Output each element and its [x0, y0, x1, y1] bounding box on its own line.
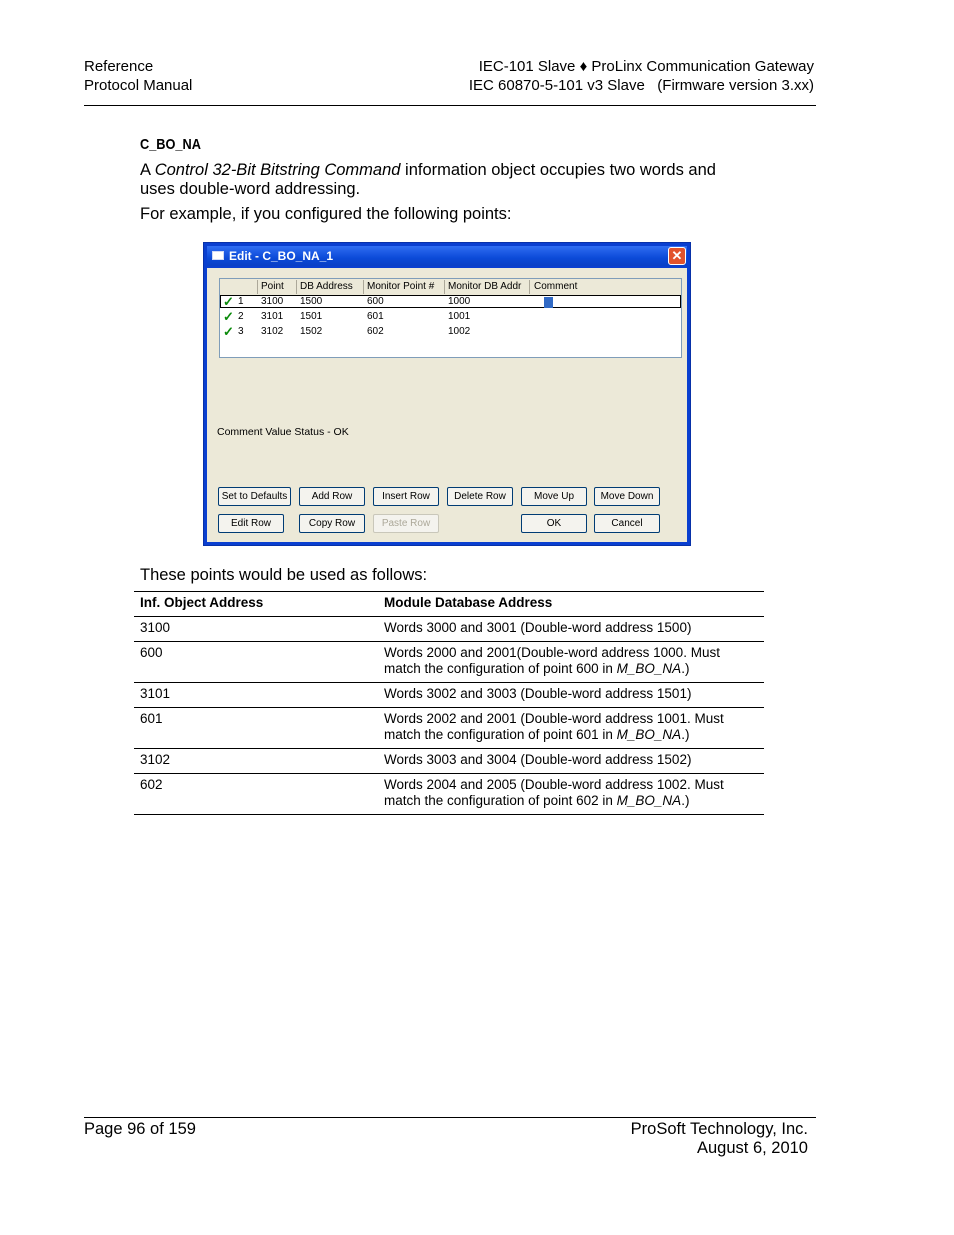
- add-row-button[interactable]: Add Row: [299, 487, 365, 506]
- check-icon: ✓: [223, 309, 234, 324]
- header-right-line1: IEC-101 Slave ♦ ProLinx Communication Gateway: [478, 58, 814, 75]
- points-usage-table: [134, 591, 764, 815]
- set-defaults-button[interactable]: Set to Defaults: [218, 487, 291, 506]
- table-header: Module Database Address: [378, 592, 764, 617]
- col-point[interactable]: Point: [261, 281, 284, 292]
- table-header-row: [134, 592, 764, 617]
- comment-edit-cell[interactable]: [544, 297, 553, 308]
- cell-monitor-point[interactable]: 601: [367, 311, 384, 322]
- check-icon: ✓: [223, 324, 234, 339]
- cell-db-address[interactable]: 1500: [300, 296, 323, 307]
- table-header: Inf. Object Address: [134, 592, 378, 617]
- dialog-client: [207, 268, 687, 542]
- section-para2: For example, if you configured the following points:: [140, 205, 512, 223]
- table-cell-module: Words 3000 and 3001 (Double-word address 1500): [378, 617, 764, 642]
- col-monitor-db-addr[interactable]: Monitor DB Addr: [448, 281, 522, 292]
- dialog-title: Edit - C_BO_NA_1: [229, 249, 334, 263]
- col-monitor-point[interactable]: Monitor Point #: [367, 281, 435, 292]
- row-number: 3: [238, 326, 244, 337]
- table-row: [134, 642, 764, 683]
- insert-row-button[interactable]: Insert Row: [373, 487, 439, 506]
- footer-rule: [84, 1117, 816, 1118]
- table-row: [134, 708, 764, 749]
- edit-row-button[interactable]: Edit Row: [218, 514, 284, 533]
- dialog-titlebar[interactable]: [207, 246, 687, 266]
- section-para3: These points would be used as follows:: [140, 566, 428, 584]
- col-comment[interactable]: Comment: [534, 281, 578, 292]
- table-row: [134, 617, 764, 642]
- section-para1-line2: uses double-word addressing.: [140, 180, 361, 198]
- grid-header: [220, 279, 681, 295]
- cell-db-address[interactable]: 1501: [300, 311, 323, 322]
- footer-company: ProSoft Technology, Inc.: [630, 1120, 808, 1138]
- cell-monitor-db-addr[interactable]: 1002: [448, 326, 471, 337]
- cancel-button[interactable]: Cancel: [594, 514, 660, 533]
- table-cell-module: Words 3002 and 3003 (Double-word address 1501): [378, 683, 764, 708]
- table-cell-address: 3101: [134, 683, 378, 708]
- delete-row-button[interactable]: Delete Row: [447, 487, 513, 506]
- copy-row-button[interactable]: Copy Row: [299, 514, 365, 533]
- move-up-button[interactable]: Move Up: [521, 487, 587, 506]
- table-cell-module: Words 3003 and 3004 (Double-word address 1502): [378, 749, 764, 774]
- table-cell-address: 3100: [134, 617, 378, 642]
- cell-monitor-point[interactable]: 600: [367, 296, 384, 307]
- cell-point[interactable]: 3100: [261, 296, 284, 307]
- paste-row-button[interactable]: Paste Row: [373, 514, 439, 533]
- status-text: Comment Value Status - OK: [217, 426, 349, 438]
- window-icon: [212, 251, 224, 260]
- table-cell-address: 602: [134, 774, 378, 815]
- header-left-line1: Reference: [84, 58, 154, 75]
- close-icon[interactable]: ✕: [668, 247, 686, 265]
- table-row: [134, 749, 764, 774]
- table-row: [134, 683, 764, 708]
- cell-monitor-db-addr[interactable]: 1001: [448, 311, 471, 322]
- table-cell-address: 600: [134, 642, 378, 683]
- ok-button[interactable]: OK: [521, 514, 587, 533]
- check-icon: ✓: [223, 294, 234, 309]
- cell-point[interactable]: 3102: [261, 326, 284, 337]
- footer-page-number: Page 96 of 159: [84, 1120, 196, 1138]
- table-cell-module: Words 2000 and 2001(Double-word address 1000. Must match the configuration of point 600 in M_BO_NA.): [378, 642, 764, 683]
- table-row: [134, 774, 764, 815]
- footer-date: August 6, 2010: [696, 1139, 808, 1157]
- col-db-address[interactable]: DB Address: [300, 281, 353, 292]
- cell-db-address[interactable]: 1502: [300, 326, 323, 337]
- table-cell-address: 3102: [134, 749, 378, 774]
- cell-point[interactable]: 3101: [261, 311, 284, 322]
- table-cell-module: Words 2004 and 2005 (Double-word address 1002. Must match the configuration of point 602 in M_BO_NA.): [378, 774, 764, 815]
- row-number: 2: [238, 311, 244, 322]
- move-down-button[interactable]: Move Down: [594, 487, 660, 506]
- para1-italic: Control 32-Bit Bitstring Command: [154, 161, 401, 179]
- header-left-line2: Protocol Manual: [84, 77, 193, 94]
- header-rule: [84, 105, 816, 106]
- table-cell-module: Words 2002 and 2001 (Double-word address 1001. Must match the configuration of point 601 in M_BO_NA.): [378, 708, 764, 749]
- section-title: C_BO_NA: [140, 136, 201, 153]
- edit-dialog: [203, 242, 691, 546]
- points-grid[interactable]: [219, 278, 682, 358]
- header-right-line2: IEC 60870-5-101 v3 Slave (Firmware version 3.xx): [468, 77, 814, 94]
- cell-monitor-db-addr[interactable]: 1000: [448, 296, 471, 307]
- row-number: 1: [238, 296, 244, 307]
- table-cell-address: 601: [134, 708, 378, 749]
- section-para1: A Control 32-Bit Bitstring Command information object occupies two words and: [140, 161, 716, 179]
- cell-monitor-point[interactable]: 602: [367, 326, 384, 337]
